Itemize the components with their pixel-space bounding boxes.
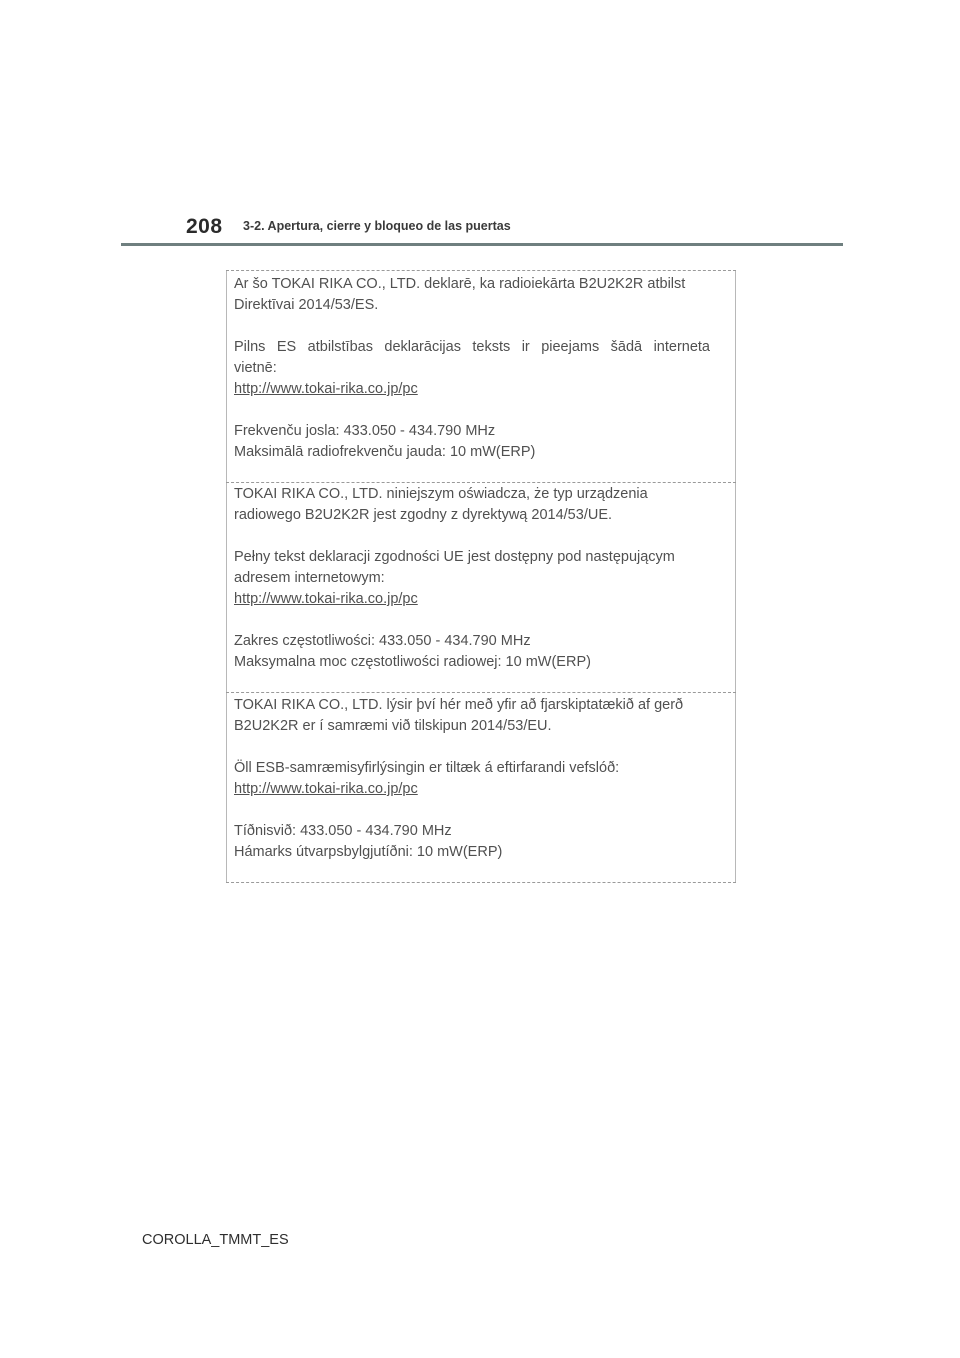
declaration-line: Ar šo TOKAI RIKA CO., LTD. deklarē, ka radioiekārta B2U2K2R atbilst xyxy=(234,276,686,292)
declaration-line: Direktīvai 2014/53/ES. xyxy=(234,297,379,313)
fulltext-line: Pilns ES atbilstības deklarācijas teksts ir pieejams šādā interneta xyxy=(234,339,710,355)
fulltext-line: Pełny tekst deklaracji zgodności UE jest dostępny pod następującym xyxy=(234,549,675,565)
section-title: 3-2. Apertura, cierre y bloqueo de las puertas xyxy=(243,219,511,233)
fulltext-line: adresem internetowym: xyxy=(234,570,385,586)
frequency-band: Zakres częstotliwości: 433.050 - 434.790 MHz xyxy=(234,633,531,649)
declaration-line: B2U2K2R er í samræmi við tilskipun 2014/53/EU. xyxy=(234,718,552,734)
declaration-url-link[interactable]: http://www.tokai-rika.co.jp/pc xyxy=(234,781,418,797)
fulltext-line: vietnē: xyxy=(234,360,277,376)
declaration-url-link[interactable]: http://www.tokai-rika.co.jp/pc xyxy=(234,591,418,607)
frequency-band: Frekvenču josla: 433.050 - 434.790 MHz xyxy=(234,423,496,439)
max-power: Maksimālā radiofrekvenču jauda: 10 mW(ERP) xyxy=(234,444,536,460)
notice-latvian xyxy=(234,274,710,463)
frequency-band: Tíðnisvið: 433.050 - 434.790 MHz xyxy=(234,823,452,839)
notice-polish xyxy=(234,484,710,673)
box-bottom-border xyxy=(226,882,736,883)
header-rule xyxy=(121,243,843,246)
page-number: 208 xyxy=(186,215,223,238)
section-divider-2 xyxy=(226,692,736,693)
box-top-border xyxy=(226,270,736,271)
declaration-line: TOKAI RIKA CO., LTD. lýsir því hér með yfir að fjarskiptatækið af gerð xyxy=(234,697,684,713)
declaration-url-link[interactable]: http://www.tokai-rika.co.jp/pc xyxy=(234,381,418,397)
declaration-line: radiowego B2U2K2R jest zgodny z dyrektywą 2014/53/UE. xyxy=(234,507,613,523)
max-power: Hámarks útvarpsbylgjutíðni: 10 mW(ERP) xyxy=(234,844,503,860)
declaration-line: TOKAI RIKA CO., LTD. niniejszym oświadcza, że typ urządzenia xyxy=(234,486,648,502)
section-divider-1 xyxy=(226,482,736,483)
fulltext-line: Öll ESB-samræmisyfirlýsingin er tiltæk á eftirfarandi vefslóð: xyxy=(234,760,620,776)
notice-icelandic xyxy=(234,695,710,863)
manual-code: COROLLA_TMMT_ES xyxy=(142,1232,289,1248)
max-power: Maksymalna moc częstotliwości radiowej: 10 mW(ERP) xyxy=(234,654,591,670)
